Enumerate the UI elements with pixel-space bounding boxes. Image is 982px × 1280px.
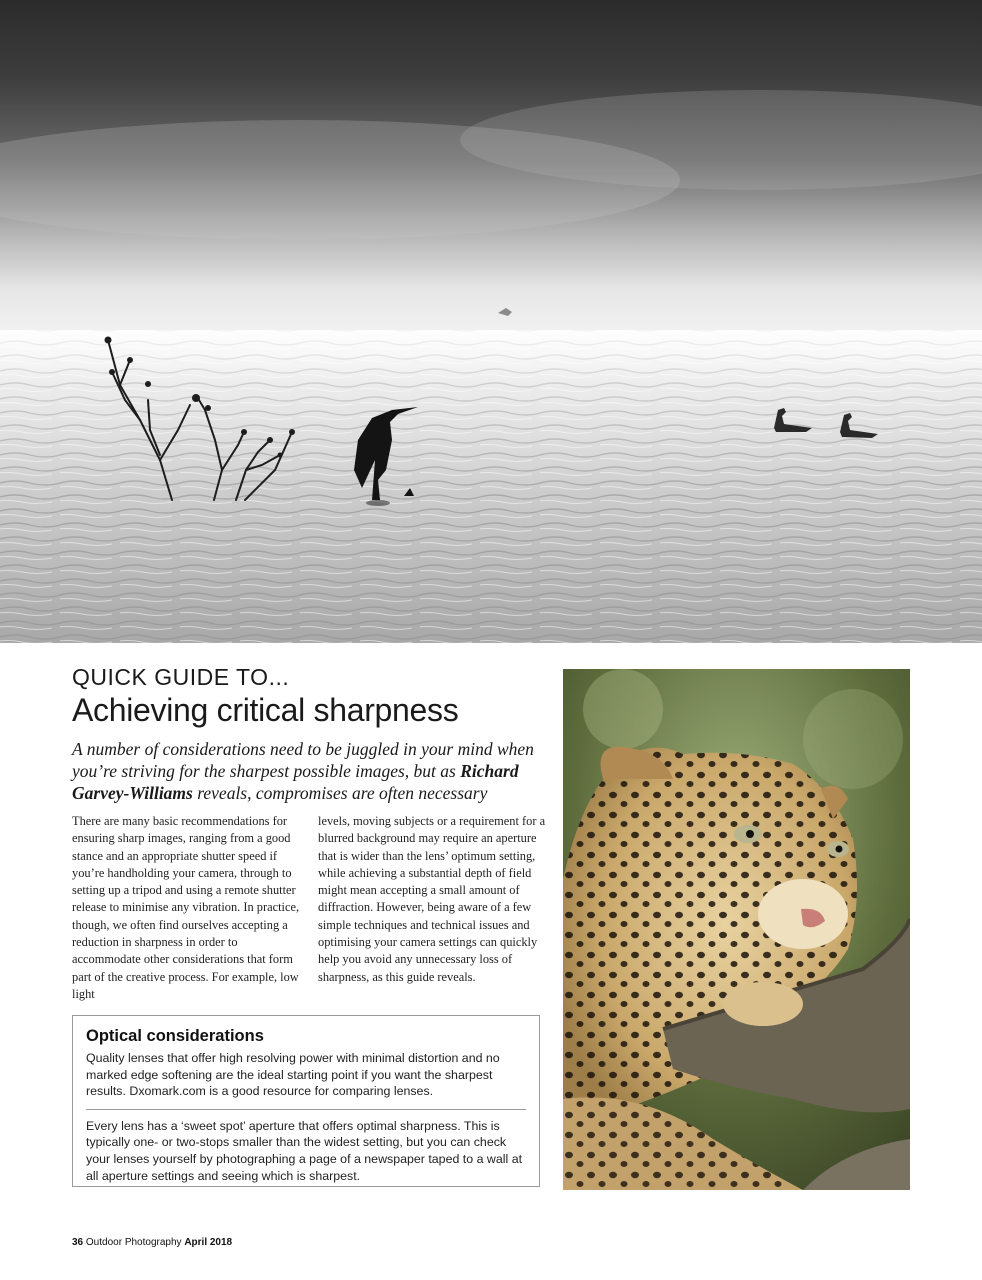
standfirst-outro: reveals, compromises are often necessary xyxy=(192,783,488,803)
issue-date: April 2018 xyxy=(184,1237,233,1248)
kicker: QUICK GUIDE TO... xyxy=(72,664,290,690)
page-footer xyxy=(72,1237,232,1248)
body-column-1: There are many basic recommendations for ensuring sharp images, ranging from a good stance and an appropriate shutter speed if you’re handholding your camera, through to setting up a tripod and using a remote shutter release to minimise any vibration. In practice, though, we often find ourselves accepting a reduction in sharpness in order to accommodate other considerations that form part of the creative process. For example, low light xyxy=(72,814,300,1001)
standfirst xyxy=(72,738,552,804)
sidebar-box xyxy=(72,1015,540,1187)
standfirst-intro: A number of considerations need to be juggled in your mind when you’re striving for the sharpest possible images, but as xyxy=(72,739,534,781)
author-name: Richard Garvey-Williams xyxy=(72,761,519,803)
sidebar-paragraph: Every lens has a ‘sweet spot’ aperture that offers optimal sharpness. This is typically one- or two-stops smaller than the widest setting, but you can check your lenses yourself by photographing a page of a newspaper taped to a wall at all aperture settings and seeing which is sharpest. xyxy=(86,1118,523,1183)
sidebar-divider xyxy=(86,1109,526,1110)
sidebar-heading: Optical considerations xyxy=(86,1027,264,1045)
magazine-name: Outdoor Photography xyxy=(85,1237,182,1248)
page-number: 36 xyxy=(72,1237,84,1248)
article-title: Achieving critical sharpness xyxy=(72,692,459,728)
sidebar-paragraph: Quality lenses that offer high resolving power with minimal distortion and no marked edge softening are the ideal starting point if you want the sharpest results. Dxomark.com is a good resource for comparing lenses. xyxy=(86,1051,500,1099)
leopard-photo xyxy=(563,669,910,1190)
body-column-2: levels, moving subjects or a requirement for a blurred background may require an aperture that is wider than the lens’ optimum setting, while achieving a substantial depth of field might mean accepting a small amount of diffraction. However, being aware of a few simple techniques and technical issues and optimising your camera settings can quickly help you avoid any unnecessary loss of sharpness, as this guide reveals. xyxy=(318,814,546,984)
